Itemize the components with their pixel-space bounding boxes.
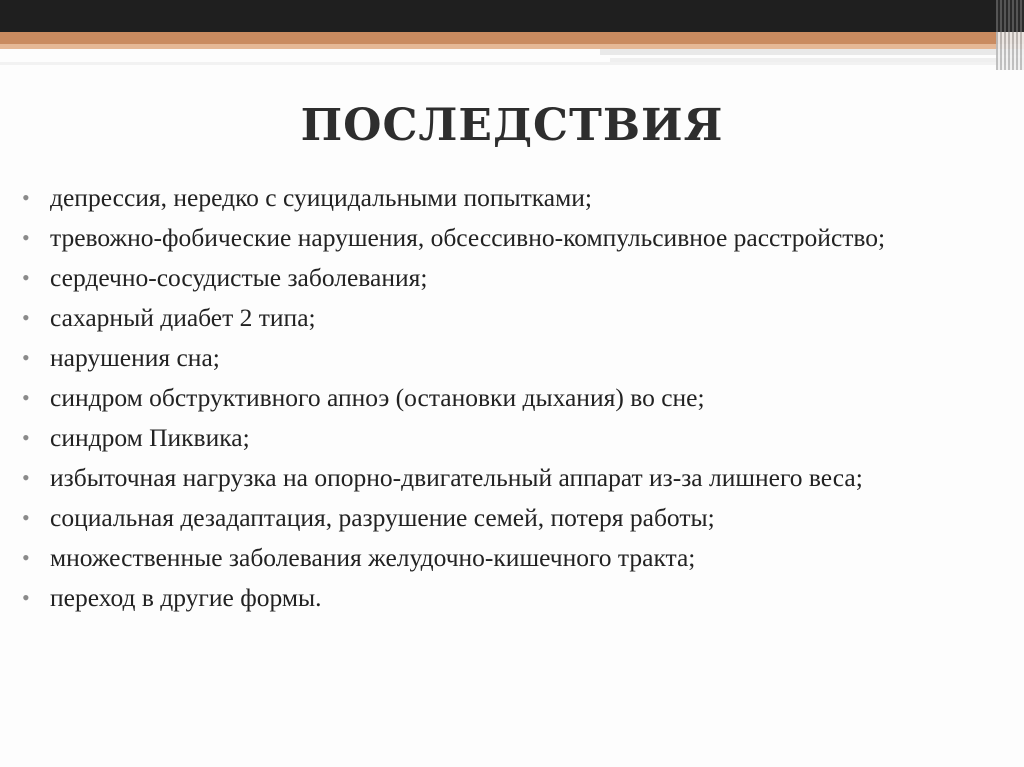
list-item-text: синдром Пиквика; xyxy=(50,423,250,452)
bullet-icon: • xyxy=(22,585,30,610)
list-item-text: сердечно-сосудистые заболевания; xyxy=(50,263,428,292)
list-item xyxy=(20,260,984,296)
list-item-text: множественные заболевания желудочно-кишечного тракта; xyxy=(50,543,696,572)
list-item-text: избыточная нагрузка на опорно-двигательный аппарат из-за лишнего веса; xyxy=(50,463,863,492)
list-item-text: депрессия, нередко с суицидальными попытками; xyxy=(50,183,592,212)
list-item xyxy=(20,220,984,256)
list-item xyxy=(20,540,984,576)
list-item xyxy=(20,340,984,376)
slide-title: ПОСЛЕДСТВИЯ xyxy=(300,100,724,151)
list-item xyxy=(20,460,984,496)
list-item-text: социальная дезадаптация, разрушение семей, потеря работы; xyxy=(50,503,715,532)
bullet-icon: • xyxy=(22,265,30,290)
bullet-icon: • xyxy=(22,185,30,210)
bullet-icon: • xyxy=(22,425,30,450)
list-item-text: сахарный диабет 2 типа; xyxy=(50,303,316,332)
list-item-text: нарушения сна; xyxy=(50,343,220,372)
list-item xyxy=(20,380,984,416)
bullet-icon: • xyxy=(22,345,30,370)
bullet-list xyxy=(20,180,984,620)
bullet-icon: • xyxy=(22,505,30,530)
bullet-icon: • xyxy=(22,465,30,490)
list-item xyxy=(20,500,984,536)
list-item xyxy=(20,580,984,616)
top-light-band xyxy=(600,49,1024,55)
list-item xyxy=(20,420,984,456)
list-item-text: тревожно-фобические нарушения, обсессивно-компульсивное расстройство; xyxy=(50,223,886,252)
list-item-text: синдром обструктивного апноэ (остановки дыхания) во сне; xyxy=(50,383,705,412)
top-accent-band xyxy=(0,32,1024,44)
bullet-icon: • xyxy=(22,305,30,330)
list-item xyxy=(20,300,984,336)
top-light-band-3 xyxy=(0,62,1024,65)
list-item xyxy=(20,180,984,216)
top-dark-band xyxy=(0,0,1024,32)
list-item-text: переход в другие формы. xyxy=(50,583,322,612)
edge-stripes-decoration-dark xyxy=(996,0,1024,32)
bullet-icon: • xyxy=(22,225,30,250)
bullet-icon: • xyxy=(22,545,30,570)
bullet-icon: • xyxy=(22,385,30,410)
